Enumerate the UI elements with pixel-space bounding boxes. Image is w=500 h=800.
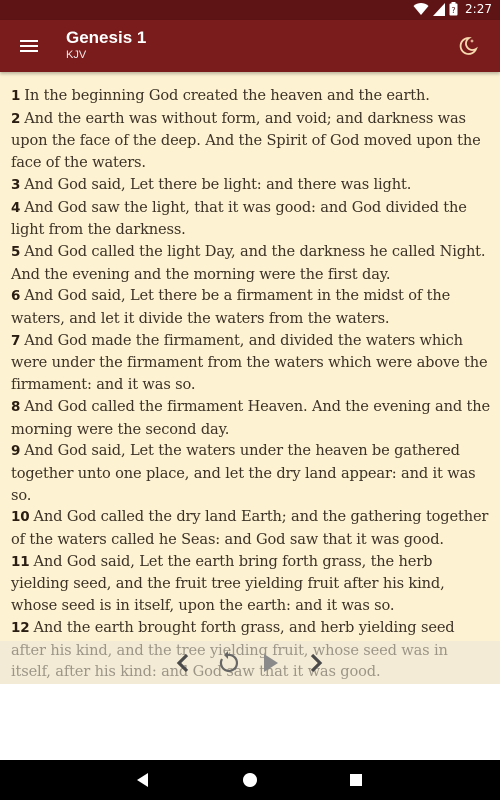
replay-button[interactable] — [216, 651, 240, 675]
verse-number: 3 — [11, 176, 21, 193]
replay-icon — [216, 651, 240, 675]
verse-text: And God said, Let there be light: and there was light. — [24, 175, 412, 193]
verse-text: And God called the light Day, and the darkness he called Night. And the evening and the morning were the first day. — [11, 242, 486, 283]
status-bar — [0, 0, 500, 20]
verse-text: And God made the firmament, and divided the waters which were under the firmament from the waters which were above the firmament: and it was so. — [11, 331, 488, 394]
version-subtitle: KJV — [66, 49, 87, 61]
menu-icon — [20, 40, 40, 52]
verse-1[interactable] — [11, 85, 490, 108]
chapter-content[interactable] — [0, 72, 500, 684]
verse-3[interactable] — [11, 174, 490, 197]
verse-number: 12 — [11, 619, 30, 636]
verse-number: 9 — [11, 443, 21, 460]
verse-number: 7 — [11, 332, 21, 349]
play-icon — [259, 651, 283, 675]
signal-icon — [433, 3, 445, 16]
verse-number: 6 — [11, 288, 21, 305]
blank-area — [0, 684, 500, 760]
night-mode-button[interactable] — [458, 36, 478, 56]
verse-number: 11 — [11, 553, 30, 570]
verse-number: 1 — [11, 88, 21, 104]
back-triangle-icon — [134, 771, 152, 789]
recents-button[interactable] — [347, 771, 365, 789]
app-bar-titles — [66, 28, 146, 62]
svg-text:?: ? — [451, 6, 456, 15]
verse-number: 5 — [11, 243, 21, 260]
chapter-title: Genesis 1 — [66, 28, 147, 47]
status-time: 2:27 — [465, 2, 492, 16]
playback-controls — [0, 641, 500, 684]
recents-square-icon — [347, 771, 365, 789]
menu-button[interactable] — [20, 37, 40, 55]
app-bar — [0, 20, 500, 72]
verse-6[interactable] — [11, 285, 490, 329]
home-button[interactable] — [241, 771, 259, 789]
next-chapter-button[interactable] — [303, 651, 327, 675]
chevron-left-icon — [172, 651, 196, 675]
battery-icon — [449, 2, 458, 16]
verse-number: 8 — [11, 398, 21, 415]
verse-number: 2 — [11, 110, 21, 127]
status-icons — [413, 2, 492, 16]
verse-text: And God called the dry land Earth; and the gathering together of the waters called he Seas: and God saw that it was good. — [11, 508, 489, 549]
verse-text: And God said, Let the waters under the heaven be gathered together unto one place, and let the dry land appear: and it was so. — [11, 442, 476, 504]
verse-2[interactable] — [11, 108, 490, 174]
verse-10[interactable] — [11, 506, 490, 550]
verse-text: And the earth was without form, and void; and darkness was upon the face of the deep. And the Spirit of God moved upon the face of the waters. — [11, 109, 481, 172]
verse-9[interactable] — [11, 440, 490, 506]
verse-text: And God said, Let there be a firmament in the midst of the waters, and let it divide the waters from the waters. — [11, 287, 451, 328]
chevron-right-icon — [303, 651, 327, 675]
play-button[interactable] — [259, 651, 283, 675]
verse-4[interactable] — [11, 197, 490, 241]
verse-text: And the earth brought forth grass, and herb yielding seed — [33, 618, 455, 636]
wifi-icon — [413, 2, 429, 16]
previous-chapter-button[interactable] — [172, 651, 196, 675]
verse-8[interactable] — [11, 396, 490, 440]
home-circle-icon — [241, 771, 259, 789]
system-nav-bar — [0, 760, 500, 800]
moon-icon — [458, 36, 478, 56]
verse-text: In the beginning God created the heaven and the earth. — [24, 87, 430, 104]
verse-number: 4 — [11, 199, 21, 216]
verse-7[interactable] — [11, 330, 490, 396]
verse-number: 10 — [11, 509, 30, 526]
verse-11[interactable] — [11, 551, 490, 617]
verse-text: And God saw the light, that it was good: and God divided the light from the darkness. — [11, 198, 467, 239]
verse-text: And God said, Let the earth bring forth grass, the herb yielding seed, and the fruit tree yielding fruit after his kind, whose seed is in itself, upon the earth: and it was so. — [11, 552, 445, 615]
verse-5[interactable] — [11, 241, 490, 285]
verse-text: And God called the firmament Heaven. And the evening and the morning were the second day. — [11, 397, 490, 438]
back-button[interactable] — [134, 771, 152, 789]
